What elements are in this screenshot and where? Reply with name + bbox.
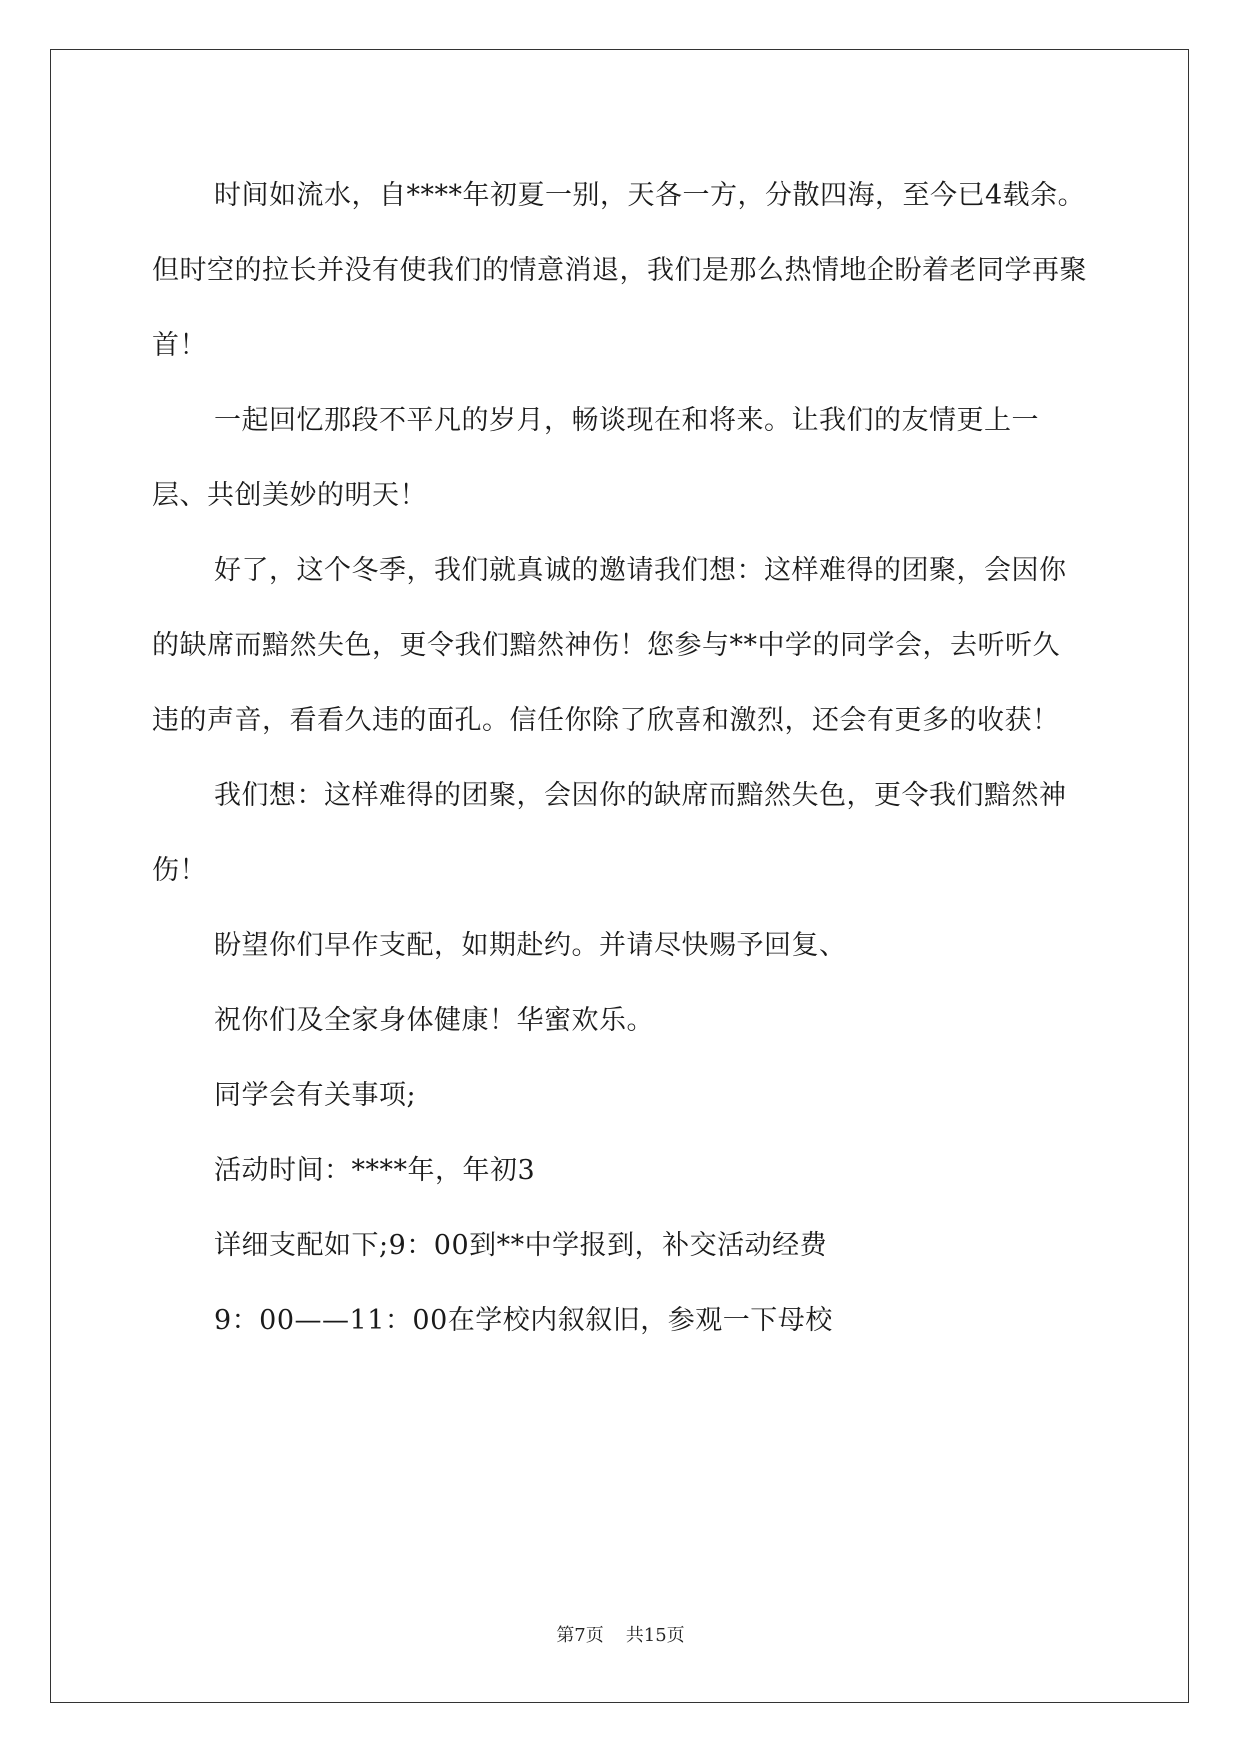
paragraph-reunion-intro: 时间如流水，自****年初夏一别，天各一方，分散四海，至今已4载余。但时空的拉长并没有使我们的情意消退，我们是那么热情地企盼着老同学再聚首！ bbox=[152, 180, 1087, 361]
paragraph-schedule-arrival: 详细支配如下;9：00到**中学报到，补交活动经费 bbox=[214, 1230, 828, 1261]
paragraph-matters-heading: 同学会有关事项; bbox=[214, 1080, 417, 1111]
paragraph-wishes: 祝你们及全家身体健康！华蜜欢乐。 bbox=[214, 1005, 654, 1036]
page-footer bbox=[0, 1624, 1241, 1648]
paragraph-invitation: 好了，这个冬季，我们就真诚的邀请我们想：这样难得的团聚，会因你的缺席而黯然失色，更令我们黯然神伤！您参与**中学的同学会，去听听久违的声音，看看久违的面孔。信任你除了欣喜和激烈，还会有更多的收获！ bbox=[152, 555, 1067, 736]
paragraph-rare-gathering: 我们想：这样难得的团聚，会因你的缺席而黯然失色，更令我们黯然神伤！ bbox=[152, 780, 1067, 886]
document-body bbox=[152, 158, 1087, 1358]
paragraph-schedule-visit: 9：00——11：00在学校内叙叙旧，参观一下母校 bbox=[214, 1305, 833, 1336]
paragraph-recall: 一起回忆那段不平凡的岁月，畅谈现在和将来。让我们的友情更上一层、共创美妙的明天！ bbox=[152, 405, 1039, 511]
page-number: 第7页 bbox=[556, 1625, 604, 1646]
page-total: 共15页 bbox=[625, 1625, 685, 1646]
paragraph-activity-time: 活动时间：****年，年初3 bbox=[214, 1155, 536, 1186]
paragraph-rsvp: 盼望你们早作支配，如期赴约。并请尽快赐予回复、 bbox=[214, 930, 847, 961]
